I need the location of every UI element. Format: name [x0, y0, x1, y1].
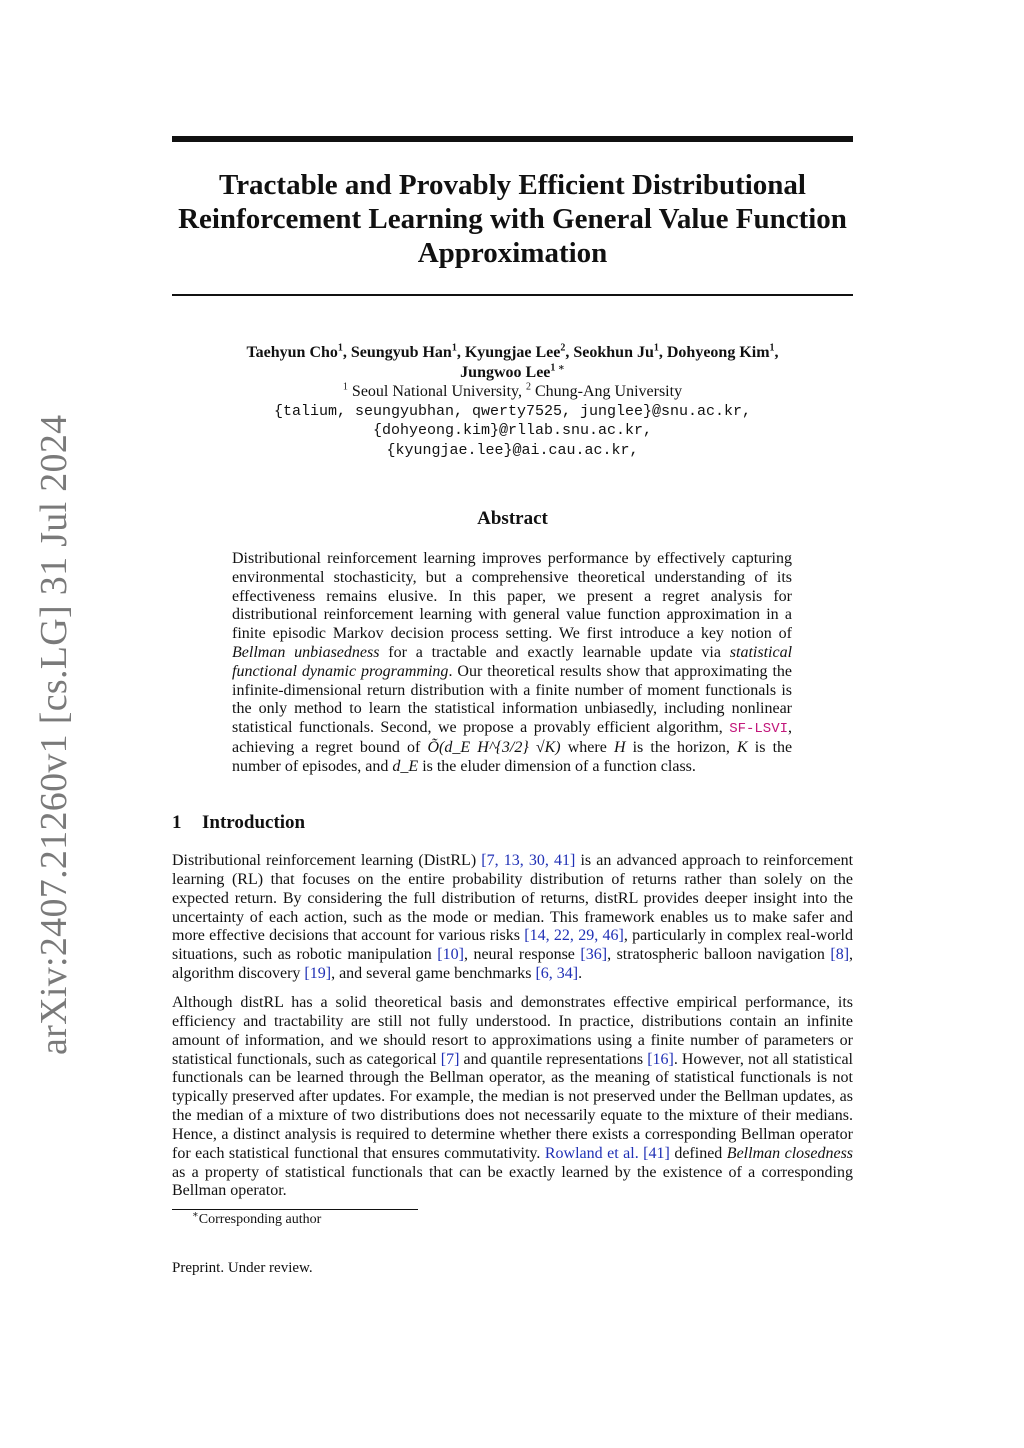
section-number: 1: [172, 812, 182, 833]
body-text: . However, not all statistical functionals can be learned through the Bellman operator, as the meaning of statistical functionals is not typically preserved after updates. For example, the median is not preserved under the Bellman updates, as the median of a mixture of two distributions does not necessarily equate to the mixture of their medians. Hence, a distinct analysis is required to determine whether there exists a corresponding Bellman operator for each statistical functional that ensures commutativity.: [172, 1050, 854, 1162]
citation-link[interactable]: [7]: [440, 1050, 460, 1068]
author-block: [172, 343, 853, 460]
affiliation-mark: 2: [525, 381, 531, 393]
body-text: and quantile representations: [463, 1050, 644, 1068]
affiliation-mark: 1: [653, 342, 659, 354]
paper-title: [172, 168, 853, 270]
arxiv-stamp: arXiv:2407.21260v1 [cs.LG] 31 Jul 2024: [33, 414, 75, 1055]
abstract-text: is the horizon,: [632, 738, 730, 756]
regret-bound-formula: Õ(d_E H^{3/2} √K): [427, 738, 561, 756]
body-text: , algorithm discovery: [172, 946, 854, 983]
citation-link[interactable]: [8]: [830, 946, 850, 964]
author-name: Seokhun Ju: [573, 344, 654, 361]
affiliation-mark: 1: [769, 342, 775, 354]
citation-link[interactable]: [6, 34]: [535, 965, 579, 983]
abstract-text: is the number of episodes, and: [232, 738, 793, 775]
body-text: Although distRL has a solid theoretical basis and demonstrates effective empirical performance, its efficiency and tractability are still not fully understood. In practice, distributions contain an infinite amount of information, and we should resort to approximations using a finite number of parameters or statistical functionals, such as categorical: [172, 994, 853, 1068]
title-top-rule: [172, 136, 853, 142]
author-names: [172, 343, 853, 382]
body-text: as a property of statistical functionals that can be exactly learned by the existence of a corresponding Bellman operator.: [172, 1163, 853, 1200]
affiliations: [172, 382, 853, 402]
title-bottom-rule: [172, 294, 853, 296]
algorithm-name: SF-LSVI: [729, 721, 788, 738]
abstract-text: is the eluder dimension of a function class.: [422, 757, 696, 775]
body-text: , and several game benchmarks: [331, 965, 532, 983]
author-line: [172, 363, 853, 383]
email-line: {kyungjae.lee}@ai.cau.ac.kr,: [386, 441, 639, 459]
abstract-text: . Our theoretical results show that approximating the infinite-dimensional return distribution with a finite number of moment functionals is the only method to learn the statistical information unbiasedly, including nonlinear statistical functionals. Second, we propose a provably efficient algorithm,: [232, 662, 792, 737]
author-name: Jungwoo Lee: [460, 363, 551, 381]
affiliation-mark: 2: [560, 342, 566, 354]
affiliation-mark: 1: [342, 381, 348, 393]
author-name: Seungyub Han: [350, 344, 452, 361]
math-symbol: d_E: [392, 757, 419, 775]
affiliation-mark: 1 ∗: [550, 362, 565, 374]
email-line: {talium, seungyubhan, qwerty7525, junglee}@snu.ac.kr,: [273, 402, 752, 420]
author-name: Taehyun Cho: [246, 344, 338, 361]
citation-link[interactable]: [10]: [437, 946, 464, 964]
body-text: Distributional reinforcement learning (DistRL): [172, 852, 477, 869]
abstract-body: [232, 550, 792, 777]
body-text: defined: [674, 1144, 723, 1162]
preprint-note: Preprint. Under review.: [172, 1260, 313, 1276]
body-text: is an advanced approach to reinforcement learning (RL) that focuses on the entire probability distribution of returns rather than solely on the expected return. By considering the full distribution of returns, distRL provides deeper insight into the uncertainty of each action, such as the mode or median. This framework enables us to make safer and more effective decisions that account for various risks: [172, 852, 854, 945]
intro-paragraph-2: [172, 994, 853, 1201]
email-line: {dohyeong.kim}@rllab.snu.ac.kr,: [372, 422, 653, 439]
footnote: [192, 1209, 322, 1228]
affiliation-name: Chung-Ang University: [534, 383, 683, 400]
intro-paragraph-1: [172, 852, 853, 984]
math-symbol: K: [737, 738, 748, 756]
body-text: , particularly in complex real-world situations, such as robotic manipulation: [172, 927, 854, 964]
body-text: , neural response: [463, 946, 575, 964]
footnote-mark: ∗: [192, 1209, 199, 1221]
title-line: Approximation: [417, 237, 608, 269]
author-name: Dohyeong Kim: [666, 344, 770, 361]
author-name: Kyungjae Lee: [464, 344, 561, 361]
abstract-text: where: [567, 738, 607, 756]
abstract-text: for a tractable and exactly learnable update via: [388, 643, 721, 661]
footnote-rule: [172, 1209, 418, 1210]
section-title: Introduction: [202, 812, 306, 833]
citation-link[interactable]: Rowland et al. [41]: [544, 1144, 670, 1162]
abstract-text: , achieving a regret bound of: [232, 719, 792, 756]
citation-link[interactable]: [14, 22, 29, 46]: [524, 927, 624, 945]
citation-link[interactable]: [16]: [647, 1050, 674, 1068]
affiliation-name: Seoul National University,: [351, 383, 522, 400]
body-text: .: [578, 965, 583, 983]
abstract-text: Distributional reinforcement learning improves performance by effectively capturing environmental stochasticity, but a comprehensive theoretical understanding of its effectiveness remains elusive. In this paper, we present a regret analysis for distributional reinforcement learning with general value function approximation in a finite episodic Markov decision process setting. We first introduce a key notion of: [232, 550, 792, 643]
body-emphasis: Bellman closedness: [726, 1144, 854, 1162]
abstract-emphasis: Bellman unbiasedness: [232, 643, 380, 661]
title-line: Tractable and Provably Efficient Distributional: [219, 169, 806, 201]
affiliation-mark: 1: [451, 342, 457, 354]
title-line: Reinforcement Learning with General Value Function: [178, 203, 847, 235]
abstract-heading: Abstract: [477, 508, 548, 529]
abstract-emphasis: statistical functional dynamic programming: [232, 643, 793, 680]
section-heading: [172, 812, 305, 834]
author-emails: [172, 402, 853, 461]
affiliation-mark: 1: [337, 342, 343, 354]
body-text: , stratospheric balloon navigation: [607, 946, 825, 964]
author-line: Taehyun Cho$^1$, Seungyub Han$^1$, Kyungjae Lee$^2$, Seokhun Ju$^1$, Dohyeong Kim$^1$,: [246, 342, 779, 361]
footnote-text: Corresponding author: [198, 1212, 322, 1227]
citation-link[interactable]: [7, 13, 30, 41]: [481, 852, 576, 869]
citation-link[interactable]: [19]: [304, 965, 332, 983]
math-symbol: H: [613, 738, 626, 756]
citation-link[interactable]: [36]: [580, 946, 608, 964]
